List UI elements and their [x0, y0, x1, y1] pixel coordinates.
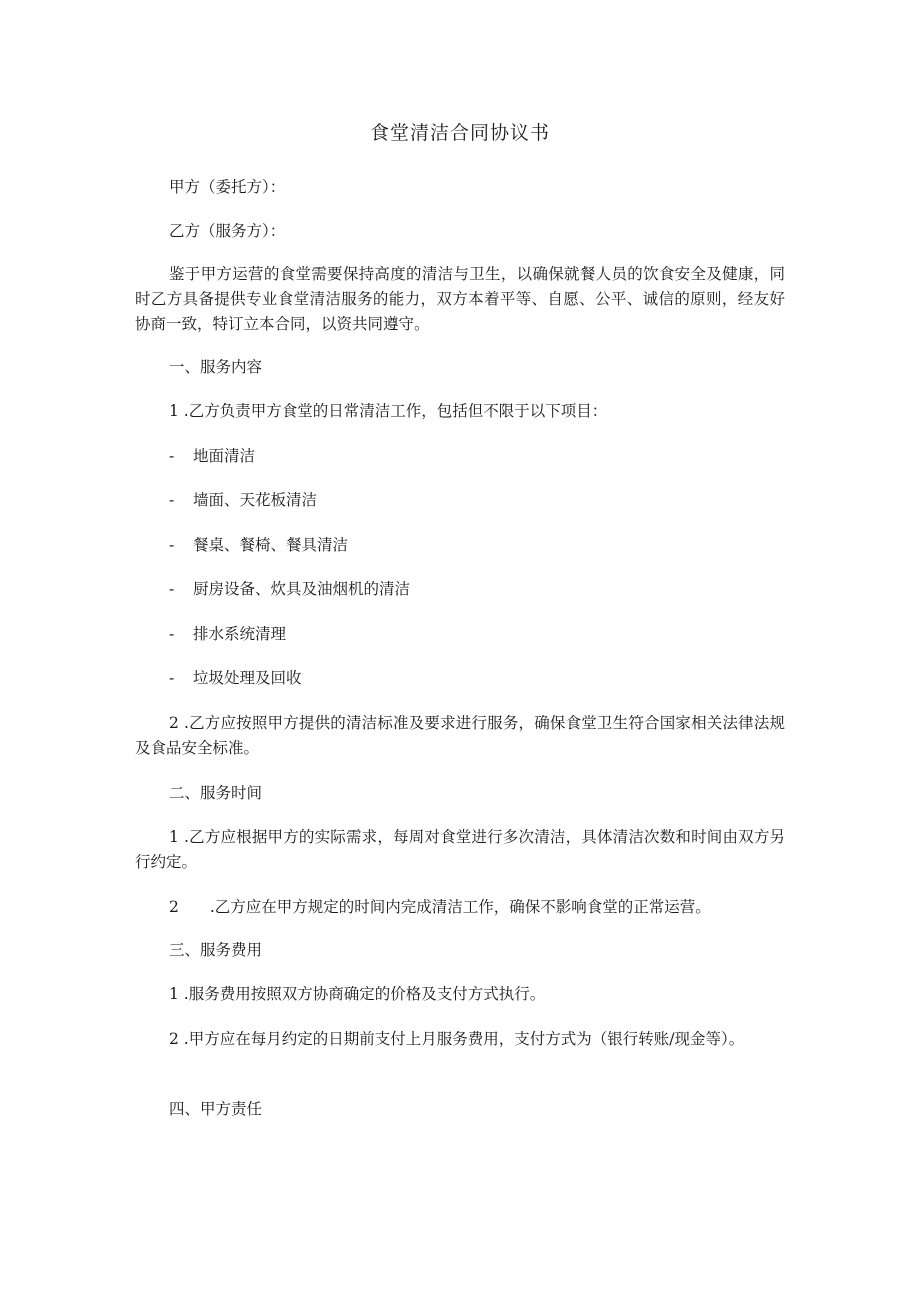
section-2-heading: 二、服务时间: [169, 784, 263, 802]
section-2-item-1: 1 .乙方应根据甲方的实际需求，每周对食堂进行多次清洁，具体清洁次数和时间由双方另行约定。: [135, 828, 785, 871]
list-item: [169, 444, 255, 469]
section-3-item-2: 2 .甲方应在每月约定的日期前支付上月服务费用，支付方式为（银行转账/现金等）。: [169, 1030, 745, 1048]
list-item-label: 地面清洁: [193, 447, 256, 465]
bullet-dash: -: [169, 669, 175, 687]
list-item-label: 排水系统清理: [193, 625, 287, 643]
preamble-paragraph: 鉴于甲方运营的食堂需要保持高度的清洁与卫生，以确保就餐人员的饮食安全及健康，同时乙方具备提供专业食堂清洁服务的能力，双方本着平等、自愿、公平、诚信的原则，经友好协商一致，特订立本合同，以资共同遵守。: [135, 265, 785, 333]
party-b-label: 乙方（服务方）：: [169, 222, 286, 240]
list-item-label: 厨房设备、炊具及油烟机的清洁: [193, 580, 411, 598]
bullet-dash: -: [169, 536, 175, 554]
section-4-heading: 四、甲方责任: [169, 1100, 263, 1118]
bullet-dash: -: [169, 447, 175, 465]
section-1-item-2: 2 .乙方应按照甲方提供的清洁标准及要求进行服务，确保食堂卫生符合国家相关法律法规及食品安全标准。: [135, 714, 785, 757]
list-item: [169, 577, 410, 602]
list-item: [169, 622, 286, 647]
list-item-label: 墙面、天花板清洁: [193, 491, 318, 509]
section-1-heading: 一、服务内容: [169, 358, 263, 376]
list-item: [169, 666, 302, 691]
section-3-item-1: 1 .服务费用按照双方协商确定的价格及支付方式执行。: [169, 985, 546, 1003]
list-item: [169, 533, 348, 558]
party-a-label: 甲方（委托方）：: [169, 178, 286, 196]
bullet-dash: -: [169, 625, 175, 643]
section-2-item-2: 2 .乙方应在甲方规定的时间内完成清洁工作，确保不影响食堂的正常运营。: [169, 898, 711, 916]
section-1-item-1: 1 .乙方负责甲方食堂的日常清洁工作，包括但不限于以下项目：: [169, 402, 608, 420]
section-3-heading: 三、服务费用: [169, 941, 263, 959]
document-title: 食堂清洁合同协议书: [369, 122, 550, 144]
bullet-dash: -: [169, 491, 175, 509]
list-item: [169, 488, 317, 513]
bullet-dash: -: [169, 580, 175, 598]
list-item-label: 垃圾处理及回收: [193, 669, 302, 687]
list-item-label: 餐桌、餐椅、餐具清洁: [193, 536, 349, 554]
